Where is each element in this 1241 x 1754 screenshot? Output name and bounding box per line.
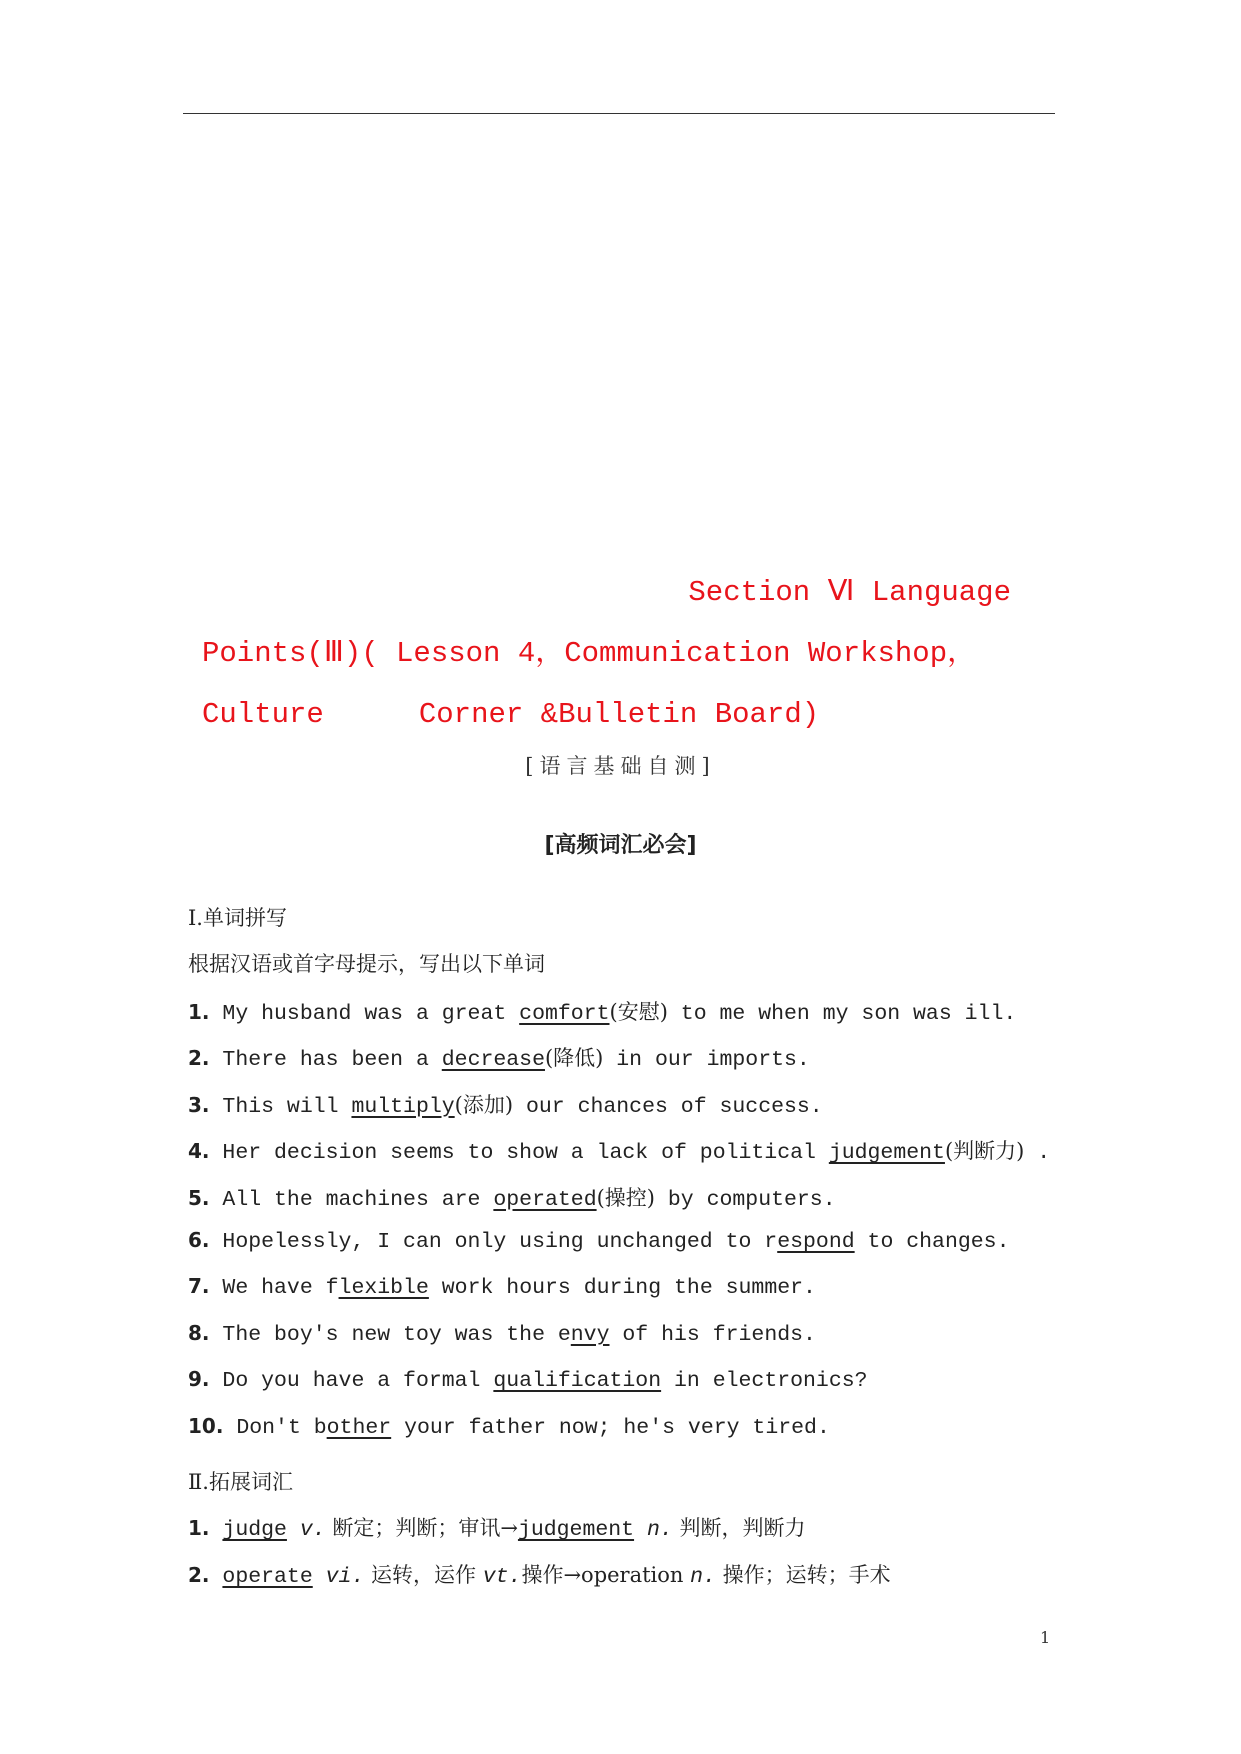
exercise-item-1 xyxy=(188,996,1016,1026)
answer-word: nvy xyxy=(570,1322,610,1347)
sentence-text: The boy's new toy was the e xyxy=(209,1322,571,1347)
item-number: 8. xyxy=(188,1320,210,1345)
exercise-item-10 xyxy=(188,1414,830,1440)
item-number: 2. xyxy=(188,1563,210,1587)
exercise-item-8 xyxy=(188,1321,816,1347)
title-line-2: Points(Ⅲ)( Lesson 4，Communication Workshop，Culture xyxy=(202,637,977,731)
meaning: 操作；运转；手术 xyxy=(715,1563,891,1587)
sentence-text: your father now; he's very tired. xyxy=(391,1415,830,1440)
item-number: 7. xyxy=(188,1274,210,1299)
exercise-item-2 xyxy=(188,1042,810,1072)
item-number: 10. xyxy=(188,1413,224,1438)
part2-heading: Ⅱ.拓展词汇 xyxy=(188,1470,293,1494)
item-number: 5. xyxy=(188,1185,210,1210)
sentence-text: in our imports. xyxy=(603,1048,810,1073)
answer-word: lexible xyxy=(338,1276,429,1301)
chinese-hint: (降低) xyxy=(544,1046,604,1071)
exercise-item-6 xyxy=(188,1228,1009,1254)
answer-word: decrease xyxy=(441,1048,545,1073)
part-of-speech: n. xyxy=(646,1518,673,1542)
chinese-hint: (判断力) xyxy=(944,1139,1025,1164)
exercise-item-9 xyxy=(188,1367,868,1393)
exercise-item-7 xyxy=(188,1274,816,1300)
item-number: 6. xyxy=(188,1228,210,1252)
sentence-text: Her decision seems to show a lack of political xyxy=(209,1141,829,1166)
answer-word: judge xyxy=(222,1518,287,1542)
derived-word: judgement xyxy=(517,1518,635,1542)
sentence-text: Hopelessly, I can only using unchanged to r xyxy=(209,1230,778,1254)
part-of-speech: vt. xyxy=(482,1565,522,1589)
part-of-speech: v. xyxy=(299,1518,326,1542)
answer-word: qualification xyxy=(493,1369,662,1394)
header-rule xyxy=(183,113,1055,114)
item-number: 4. xyxy=(188,1139,210,1164)
subtitle: [语言基础自测] xyxy=(525,754,716,778)
sentence-text: work hours during the summer. xyxy=(428,1276,816,1301)
vocab-item-2 xyxy=(188,1559,891,1589)
part-of-speech: n. xyxy=(690,1565,716,1589)
meaning: 运转，运作 xyxy=(364,1563,483,1587)
answer-word: multiply xyxy=(351,1094,455,1119)
sentence-text: of his friends. xyxy=(609,1322,816,1347)
chinese-hint: (操控) xyxy=(596,1185,655,1210)
sentence-text: There has been a xyxy=(209,1048,442,1073)
part-of-speech: vi. xyxy=(325,1565,365,1589)
section-heading: [高频词汇必会] xyxy=(544,833,697,858)
sentence-text: in electronics? xyxy=(661,1369,868,1394)
meaning: 判断，判断力 xyxy=(672,1516,806,1540)
item-number: 3. xyxy=(188,1092,210,1117)
answer-word: espond xyxy=(777,1230,855,1254)
item-number: 1. xyxy=(188,1516,210,1540)
sentence-text: . xyxy=(1024,1141,1051,1166)
sentence-text: My husband was a great xyxy=(209,1002,520,1026)
part1-instruction: 根据汉语或首字母提示，写出以下单词 xyxy=(188,952,545,976)
sentence-text: This will xyxy=(209,1094,352,1119)
sentence-text: We have f xyxy=(209,1276,339,1301)
sentence-text: Don't b xyxy=(223,1415,327,1440)
exercise-item-4 xyxy=(188,1135,1050,1165)
answer-word: operate xyxy=(222,1565,313,1589)
sentence-text: to changes. xyxy=(854,1230,1010,1254)
meaning: 断定；判断；审讯→ xyxy=(325,1516,518,1540)
answer-word: operated xyxy=(493,1187,597,1212)
sentence-text: by computers. xyxy=(654,1187,836,1212)
sentence-text: our chances of success. xyxy=(513,1094,823,1119)
part1-heading: Ⅰ.单词拼写 xyxy=(188,906,287,930)
item-number: 2. xyxy=(188,1046,210,1071)
exercise-item-3 xyxy=(188,1089,823,1119)
meaning: 操作→operation xyxy=(521,1563,691,1587)
sentence-text: All the machines are xyxy=(209,1187,494,1212)
sentence-text: Do you have a formal xyxy=(209,1369,494,1394)
chinese-hint: (安慰) xyxy=(609,1000,668,1024)
item-number: 9. xyxy=(188,1367,210,1392)
answer-word: other xyxy=(326,1415,392,1440)
answer-word: comfort xyxy=(519,1002,610,1026)
title-line-1: Section Ⅵ Language xyxy=(688,576,1011,609)
chinese-hint: (添加) xyxy=(454,1092,514,1117)
exercise-item-5 xyxy=(188,1182,836,1212)
answer-word: judgement xyxy=(828,1141,945,1166)
title-line-3: Corner &Bulletin Board) xyxy=(418,698,820,731)
page-number: 1 xyxy=(1040,1628,1051,1647)
item-number: 1. xyxy=(188,1000,210,1024)
sentence-text: to me when my son was ill. xyxy=(667,1002,1017,1026)
vocab-item-1 xyxy=(188,1512,805,1542)
